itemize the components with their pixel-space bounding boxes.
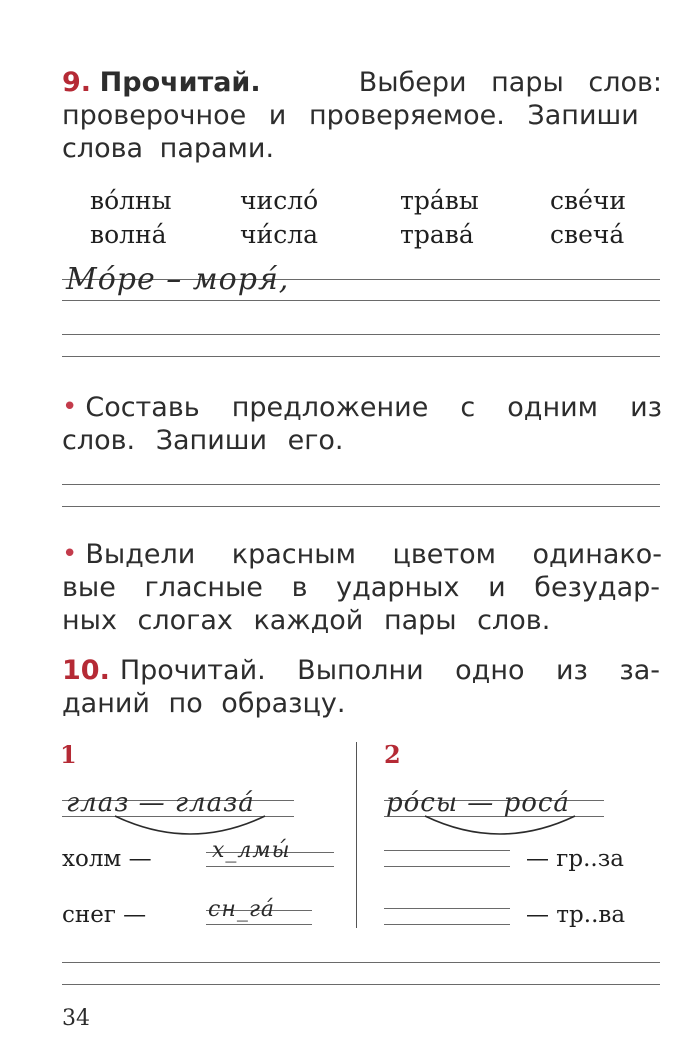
task2-line2: слов. Запиши его. xyxy=(62,425,344,456)
word-cell: волна́ xyxy=(90,220,167,249)
col2-label: 2 xyxy=(384,740,401,769)
ex10-line1 xyxy=(62,654,660,687)
writing-line xyxy=(62,506,660,507)
task3-line2: вые гласные в ударных и безудар- xyxy=(62,572,660,603)
word-cell: трава́ xyxy=(400,220,474,249)
word-cell: во́лны xyxy=(90,186,172,215)
writing-line xyxy=(62,962,660,963)
page-number: 34 xyxy=(62,1006,90,1031)
ex9-title: Прочитай. xyxy=(99,67,261,98)
ex9-number: 9. xyxy=(62,67,92,98)
column-divider xyxy=(356,742,357,928)
col1-row2-answer: сн_га́ xyxy=(208,897,276,922)
bullet-icon: • xyxy=(62,392,78,422)
ex9-line1 xyxy=(62,66,662,99)
col1-sample: глаз — глаза́ xyxy=(66,788,255,818)
writing-line xyxy=(62,484,660,485)
task3-line3: ных слогах каждой пары слов. xyxy=(62,605,551,636)
word-cell: свеча́ xyxy=(550,220,625,249)
word-cell: тра́вы xyxy=(400,186,479,215)
word-cell: чи́сла xyxy=(240,220,318,249)
writing-line xyxy=(384,924,510,925)
writing-line xyxy=(384,908,510,909)
writing-line xyxy=(62,984,660,985)
col1-row1-word: холм — xyxy=(62,846,152,872)
col1-label: 1 xyxy=(60,740,77,769)
handwritten-sample: Мо́ре – моря́, xyxy=(66,262,290,297)
col2-row2-word: — тр..ва xyxy=(526,902,626,928)
col2-row1-word: — гр..за xyxy=(526,846,624,872)
words-row1 xyxy=(90,186,650,218)
writing-line xyxy=(206,866,334,867)
ex10-line2: даний по образцу. xyxy=(62,688,346,719)
word-cell: число́ xyxy=(240,186,319,215)
task3-line1 xyxy=(62,538,662,571)
writing-line xyxy=(62,334,660,335)
writing-line xyxy=(62,300,660,301)
task2-text: Составь предложение с одним из xyxy=(85,392,662,423)
col1-row1-answer: х_лмы́ xyxy=(212,838,291,863)
ex10-number: 10. xyxy=(62,655,110,686)
writing-line xyxy=(384,850,510,851)
ex9-line2: проверочное и проверяемое. Запиши xyxy=(62,100,639,131)
ex9-line1-rest: Выбери пары слов: xyxy=(358,67,662,98)
col1-row2-word: снег — xyxy=(62,902,147,928)
words-row2 xyxy=(90,220,650,252)
task3-text: Выдели красным цветом одинако- xyxy=(85,539,662,570)
writing-line xyxy=(62,356,660,357)
writing-line xyxy=(206,924,312,925)
col2-sample: ро́сы — роса́ xyxy=(386,788,570,818)
bullet-icon: • xyxy=(62,539,78,569)
writing-line xyxy=(384,866,510,867)
task2-line1 xyxy=(62,391,662,424)
ex9-line3: слова парами. xyxy=(62,133,275,164)
ex10-line1-rest: Прочитай. Выполни одно из за- xyxy=(119,655,660,686)
arc-icon xyxy=(420,812,580,842)
word-cell: све́чи xyxy=(550,186,627,215)
